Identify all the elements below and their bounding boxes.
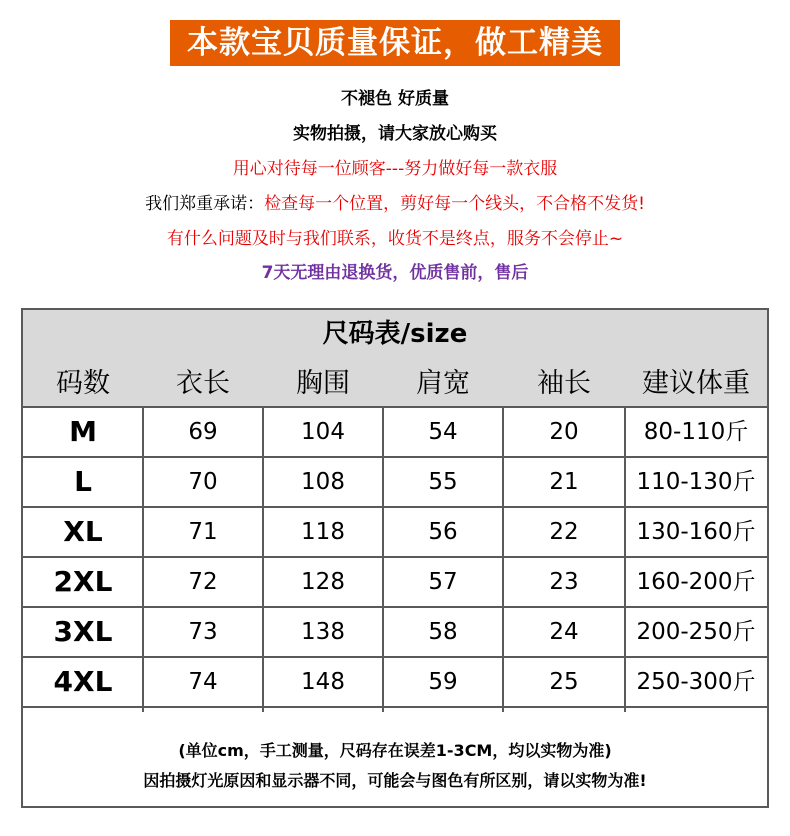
promo-line-3: 用心对待每一位顾客---努力做好每一款衣服 bbox=[232, 159, 558, 179]
header-sleeve: 袖长 bbox=[537, 368, 591, 399]
cell-sleeve: 20 bbox=[549, 419, 579, 445]
header-length: 衣长 bbox=[176, 368, 230, 399]
cell-length: 69 bbox=[188, 419, 218, 445]
cell-size: L bbox=[74, 465, 92, 498]
header-chest: 胸围 bbox=[296, 368, 350, 399]
promo-line-2: 实物拍摄，请大家放心购买 bbox=[293, 124, 497, 144]
cell-weight: 250-300斤 bbox=[636, 669, 756, 695]
promo-line-5: 有什么问题及时与我们联系，收货不是终点，服务不会停止~ bbox=[166, 229, 624, 249]
cell-weight: 160-200斤 bbox=[636, 569, 756, 595]
cell-shoulder: 59 bbox=[428, 669, 458, 695]
quality-banner: 本款宝贝质量保证，做工精美 bbox=[170, 20, 620, 66]
cell-sleeve: 25 bbox=[549, 669, 579, 695]
promise-text: 检查每一个位置，剪好每一个线头，不合格不发货! bbox=[264, 194, 645, 214]
color-disclaimer: 因拍摄灯光原因和显示器不同，可能会与图色有所区别，请以实物为准! bbox=[143, 771, 647, 790]
cell-shoulder: 56 bbox=[428, 519, 458, 545]
cell-chest: 104 bbox=[301, 419, 345, 445]
cell-shoulder: 57 bbox=[428, 569, 458, 595]
cell-shoulder: 55 bbox=[428, 469, 458, 495]
cell-sleeve: 21 bbox=[549, 469, 579, 495]
cell-weight: 130-160斤 bbox=[636, 519, 756, 545]
promo-line-6: 7天无理由退换货，优质售前，售后 bbox=[261, 263, 529, 283]
promise-prefix: 我们郑重承诺： bbox=[145, 194, 265, 214]
cell-size: 4XL bbox=[53, 665, 113, 698]
size-grid bbox=[23, 406, 767, 712]
header-shoulder: 肩宽 bbox=[416, 368, 470, 399]
cell-chest: 118 bbox=[301, 519, 345, 545]
size-chart bbox=[21, 308, 769, 808]
cell-chest: 128 bbox=[301, 569, 345, 595]
cell-size: 2XL bbox=[53, 565, 113, 598]
cell-length: 74 bbox=[188, 669, 218, 695]
measurement-note: (单位cm，手工测量，尺码存在误差1-3CM，均以实物为准) bbox=[178, 741, 612, 760]
cell-length: 73 bbox=[188, 619, 218, 645]
cell-shoulder: 54 bbox=[428, 419, 458, 445]
cell-size: 3XL bbox=[53, 615, 113, 648]
cell-weight: 110-130斤 bbox=[636, 469, 756, 495]
cell-sleeve: 22 bbox=[549, 519, 579, 545]
cell-sleeve: 23 bbox=[549, 569, 579, 595]
cell-size: M bbox=[69, 415, 97, 448]
cell-size: XL bbox=[63, 515, 103, 548]
cell-chest: 108 bbox=[301, 469, 345, 495]
cell-chest: 138 bbox=[301, 619, 345, 645]
cell-length: 71 bbox=[188, 519, 218, 545]
header-weight: 建议体重 bbox=[642, 368, 750, 399]
cell-chest: 148 bbox=[301, 669, 345, 695]
cell-length: 72 bbox=[188, 569, 218, 595]
size-chart-title: 尺码表/size bbox=[322, 319, 468, 349]
cell-weight: 200-250斤 bbox=[636, 619, 756, 645]
header-size: 码数 bbox=[56, 368, 110, 399]
cell-length: 70 bbox=[188, 469, 218, 495]
cell-sleeve: 24 bbox=[549, 619, 579, 645]
cell-weight: 80-110斤 bbox=[643, 419, 749, 445]
promo-line-4 bbox=[0, 193, 790, 215]
promo-line-1: 不褪色 好质量 bbox=[341, 89, 449, 109]
cell-shoulder: 58 bbox=[428, 619, 458, 645]
